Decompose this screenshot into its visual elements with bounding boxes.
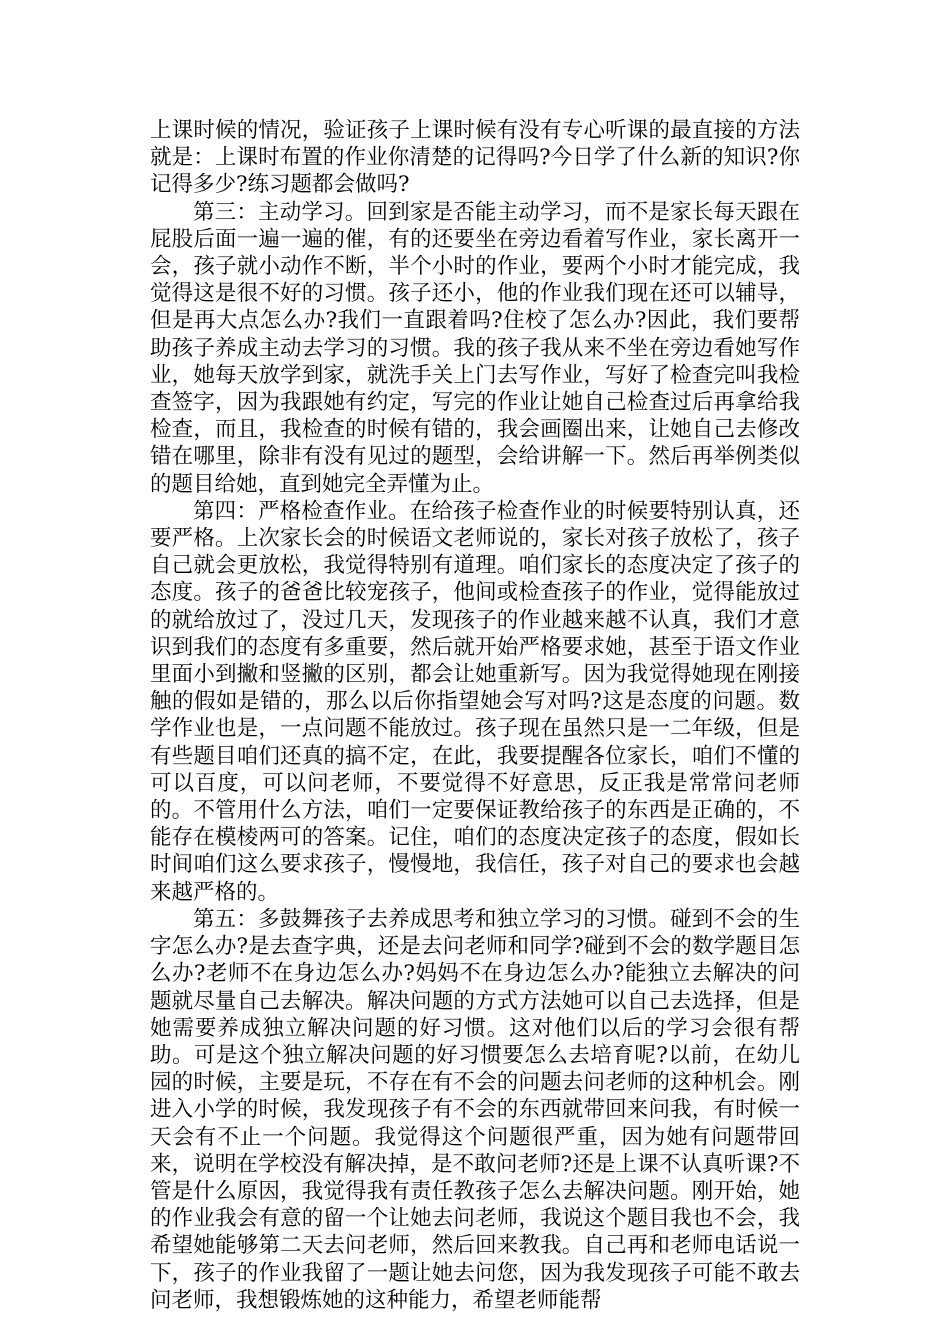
paragraph-point-four: 第四：严格检查作业。在给孩子检查作业的时候要特别认真，还要严格。上次家长会的时候语文老师说的，家长对孩子放松了，孩子自己就会更放松，我觉得特别有道理。咱们家长的态度决定了孩子的态度。孩子的爸爸比较宠孩子，他间或检查孩子的作业，觉得能放过的就给放过了，没过几天，发现孩子的作业越来越不认真，我们才意识到我们的态度有多重要，然后就开始严格要求她，甚至于语文作业里面小到撇和竖撇的区别，都会让她重新写。因为我觉得她现在刚接触的假如是错的，那么以后你指望她会写对吗?这是态度的问题。数学作业也是，一点问题不能放过。孩子现在虽然只是一二年级，但是有些题目咱们还真的搞不定，在此，我要提醒各位家长，咱们不懂的可以百度，可以问老师，不要觉得不好意思，反正我是常常问老师的。不管用什么方法，咱们一定要保证教给孩子的东西是正确的，不能存在模棱两可的答案。记住，咱们的态度决定孩子的态度，假如长时间咱们这么要求孩子，慢慢地，我信任，孩子对自己的要求也会越来越严格的。 [150,498,800,905]
paragraph-point-five: 第五：多鼓舞孩子去养成思考和独立学习的习惯。碰到不会的生字怎么办?是去查字典，还是去问老师和同学?碰到不会的数学题目怎么办?老师不在身边怎么办?妈妈不在身边怎么办?能独立去解决的问题就尽量自己去解决。解决问题的方式方法她可以自己去选择，但是她需要养成独立解决问题的好习惯。这对他们以后的学习会很有帮助。可是这个独立解决问题的好习惯要怎么去培育呢?以前，在幼儿园的时候，主要是玩，不存在有不会的问题去问老师的这种机会。刚进入小学的时候，我发现孩子有不会的东西就带回来问我，有时候一天会有不止一个问题。我觉得这个问题很严重，因为她有问题带回来，说明在学校没有解决掉，是不敢问老师?还是上课不认真听课?不管是什么原因，我觉得我有责任教孩子怎么去解决问题。刚开始，她的作业我会有意的留一个让她去问老师，我说这个题目我也不会，我希望她能够第二天去问老师，然后回来教我。自己再和老师电话说一下，孩子的作业我留了一题让她去问您，因为我发现孩子可能不敢去问老师，我想锻炼她的这种能力，希望老师能帮 [150,906,800,1313]
document-page [150,117,800,1314]
paragraph-point-three: 第三：主动学习。回到家是否能主动学习，而不是家长每天跟在屁股后面一遍一遍的催，有的还要坐在旁边看着写作业，家长离开一会，孩子就小动作不断，半个小时的作业，要两个小时才能完成，我觉得这是很不好的习惯。孩子还小，他的作业我们现在还可以辅导，但是再大点怎么办?我们一直跟着吗?住校了怎么办?因此，我们要帮助孩子养成主动去学习的习惯。我的孩子我从来不坐在旁边看她写作业，她每天放学到家，就洗手关上门去写作业，写好了检查完叫我检查签字，因为我跟她有约定，写完的作业让她自己检查过后再拿给我检查，而且，我检查的时候有错的，我会画圈出来，让她自己去修改错在哪里，除非有没有见过的题型，会给讲解一下。然后再举例类似的题目给她，直到她完全弄懂为止。 [150,199,800,497]
paragraph-continuation: 上课时候的情况，验证孩子上课时候有没有专心听课的最直接的方法就是：上课时布置的作业你清楚的记得吗?今日学了什么新的知识?你记得多少?练习题都会做吗? [150,118,800,198]
